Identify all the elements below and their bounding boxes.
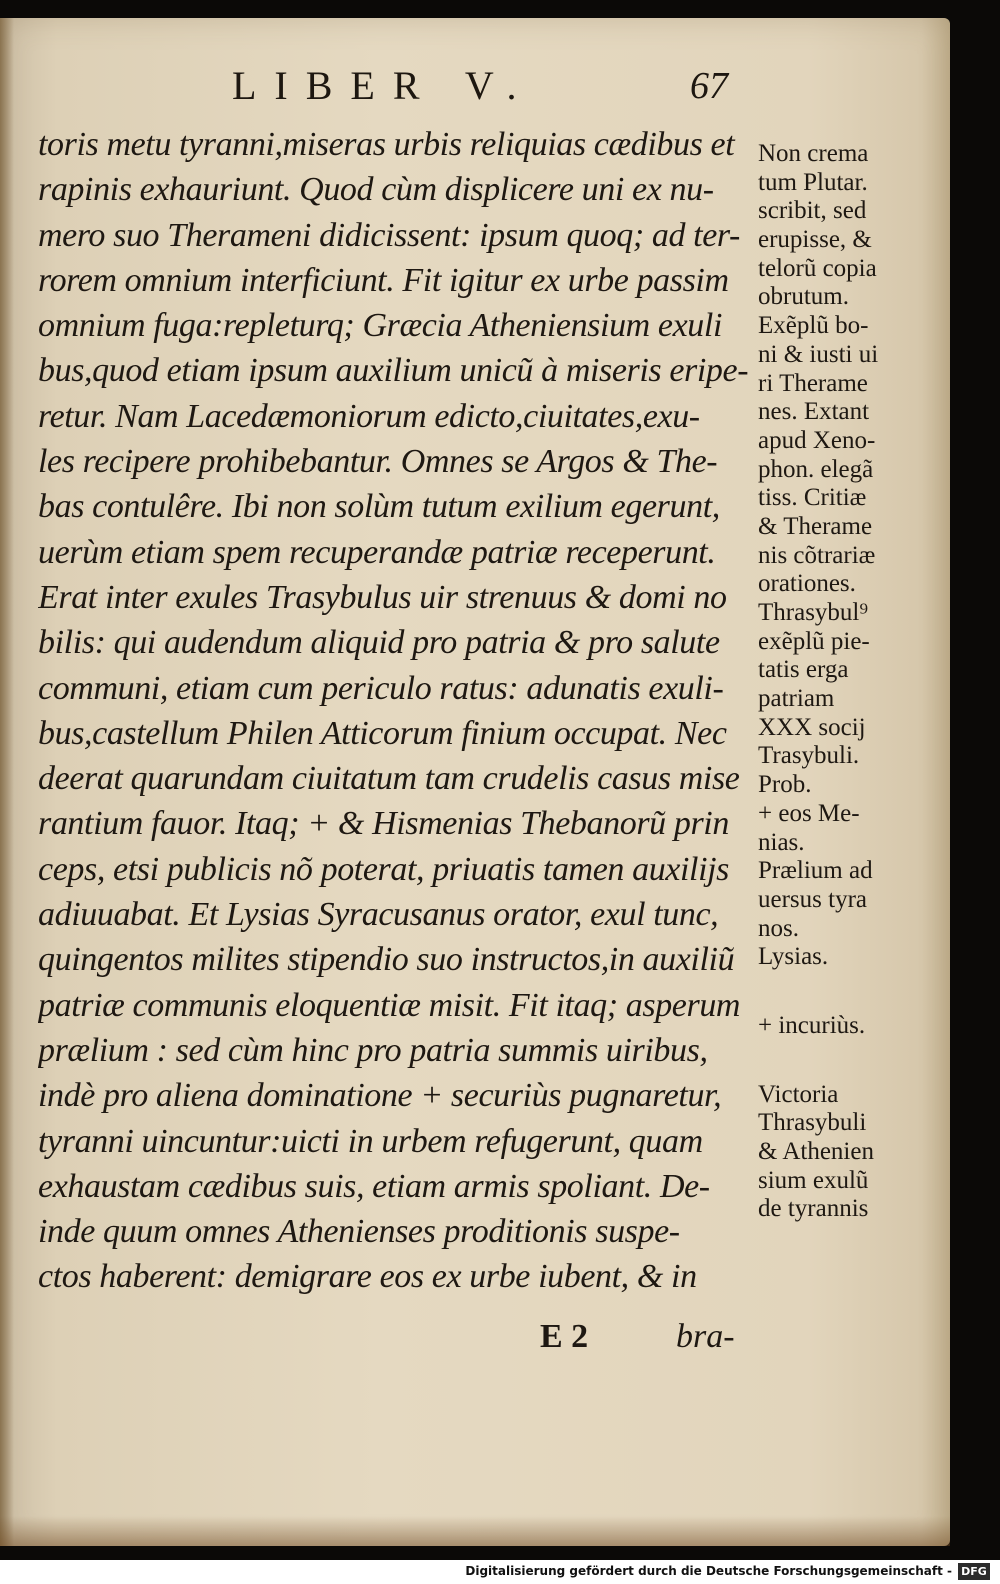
margin-note-line: Thrasybuli <box>758 1109 867 1137</box>
text-line: communi, etiam cum periculo ratus: adunatis exuli- <box>38 669 724 707</box>
digitization-footer <box>0 1560 1000 1584</box>
margin-note-line: orationes. <box>758 570 856 598</box>
margin-note-line: telorũ copia <box>758 254 877 282</box>
margin-note-line: nos. <box>758 914 799 942</box>
margin-note-line: Exẽplũ bo- <box>758 312 869 340</box>
text-line: rorem omnium interficiunt. Fit igitur ex urbe passim <box>38 261 729 299</box>
text-line: patriæ communis eloquentiæ misit. Fit itaq; asperum <box>38 986 741 1024</box>
margin-note-line: nias. <box>758 828 805 856</box>
margin-note-line: uersus tyra <box>758 885 867 913</box>
text-line: retur. Nam Lacedæmoniorum edicto,ciuitates,exu- <box>38 397 700 435</box>
margin-note-line: + incuriùs. <box>758 1011 866 1039</box>
margin-spacer <box>758 972 948 1012</box>
page-bottom-stain <box>0 1516 950 1546</box>
dfg-logo: DFG <box>958 1563 990 1580</box>
text-line: inde quum omnes Athenienses proditionis suspe- <box>38 1213 680 1251</box>
margin-note-line: tum Plutar. <box>758 168 868 196</box>
text-line: bus,castellum Philen Atticorum finium occupat. Nec <box>38 714 727 752</box>
margin-note-line: ri Therame <box>758 369 868 397</box>
text-line: quingentos milites stipendio suo instructos,in auxiliũ <box>38 941 735 979</box>
margin-note-line: exẽplũ pie- <box>758 627 870 655</box>
funding-credit: Digitalisierung gefördert durch die Deutsche Forschungsgemeinschaft - <box>465 1564 952 1578</box>
running-title: LIBER V. <box>232 63 535 108</box>
text-line: toris metu tyranni,miseras urbis reliquias cædibus et <box>38 126 735 163</box>
margin-note-line: obrutum. <box>758 283 849 311</box>
margin-note-line: Prælium ad <box>758 857 873 885</box>
text-line: uerùm etiam spem recuperandæ patriæ receperunt. <box>38 533 716 571</box>
margin-note-line: phon. elegã <box>758 455 874 483</box>
text-line: bilis: qui audendum aliquid pro patria & pro salute <box>38 624 720 662</box>
margin-spacer <box>758 1041 948 1081</box>
text-line: tyranni uincuntur:uicti in urbem refugerunt, quam <box>38 1122 703 1160</box>
margin-notes-column <box>758 140 948 1224</box>
text-line: rantium fauor. Itaq; + & Hismenias Thebanorũ prin <box>38 805 729 843</box>
margin-note-line: nis cõtrariæ <box>758 541 876 569</box>
text-line: les recipere prohibebantur. Omnes se Argos & The- <box>38 443 718 481</box>
margin-note-line: Lysias. <box>758 943 829 971</box>
margin-note-line: Victoria <box>758 1080 839 1108</box>
text-line: ceps, etsi publicis nõ poterat, priuatis tamen auxilijs <box>38 850 730 888</box>
page-gutter-shadow <box>0 18 14 1546</box>
margin-note-line: ni & iusti ui <box>758 340 879 368</box>
text-line: prælium : sed cùm hinc pro patria summis uiribus, <box>38 1031 708 1069</box>
text-line: ctos haberent: demigrare eos ex urbe iubent, & in <box>38 1258 697 1296</box>
text-line: omnium fuga:repleturq; Græcia Atheniensium exuli <box>38 307 722 345</box>
margin-note-line: tatis erga <box>758 656 849 684</box>
margin-note-line: sium exulũ <box>758 1166 869 1194</box>
text-line: exhaustam cædibus suis, etiam armis spoliant. De- <box>38 1167 710 1205</box>
margin-note-line: + eos Me- <box>758 799 860 827</box>
margin-note-line: & Athenien <box>758 1138 874 1165</box>
text-line: mero suo Therameni didicissent: ipsum quoq; ad ter- <box>38 216 740 254</box>
margin-note-line: nes. Extant <box>758 398 870 426</box>
text-line: rapinis exhauriunt. Quod cùm displicere uni ex nu- <box>38 171 714 209</box>
margin-note-line: erupisse, & <box>758 226 872 254</box>
margin-note-line: scribit, sed <box>758 197 867 225</box>
margin-note-line: de tyrannis <box>758 1195 869 1223</box>
margin-note-line: patriam <box>758 685 835 713</box>
body-text-block <box>38 122 754 1300</box>
text-line: Erat inter exules Trasybulus uir strenuus & domi no <box>38 578 727 616</box>
margin-note-line: apud Xeno- <box>758 426 876 454</box>
margin-note-line: Trasybuli. <box>758 742 860 770</box>
margin-note-line: tiss. Critiæ <box>758 484 867 512</box>
text-line: bus,quod etiam ipsum auxilium unicũ à miseris eripe- <box>38 352 749 390</box>
text-line: indè pro aliena dominatione + securiùs pugnaretur, <box>38 1077 722 1115</box>
margin-note-line: Prob. <box>758 771 812 799</box>
signature-mark: E 2 <box>540 1318 589 1355</box>
catchword: bra- <box>676 1318 735 1355</box>
text-line: deerat quarundam ciuitatum tam crudelis casus mise <box>38 760 740 798</box>
margin-note-line: Non crema <box>758 140 869 167</box>
text-line: bas contulêre. Ibi non solùm tutum exilium egerunt, <box>38 488 720 526</box>
text-line: adiuuabat. Et Lysias Syracusanus orator, exul tunc, <box>38 896 719 934</box>
margin-note-line: Thrasybul⁹ <box>758 599 869 626</box>
margin-note-line: XXX socij <box>758 713 866 741</box>
page-number: 67 <box>690 65 728 107</box>
margin-note-line: & Therame <box>758 512 873 540</box>
